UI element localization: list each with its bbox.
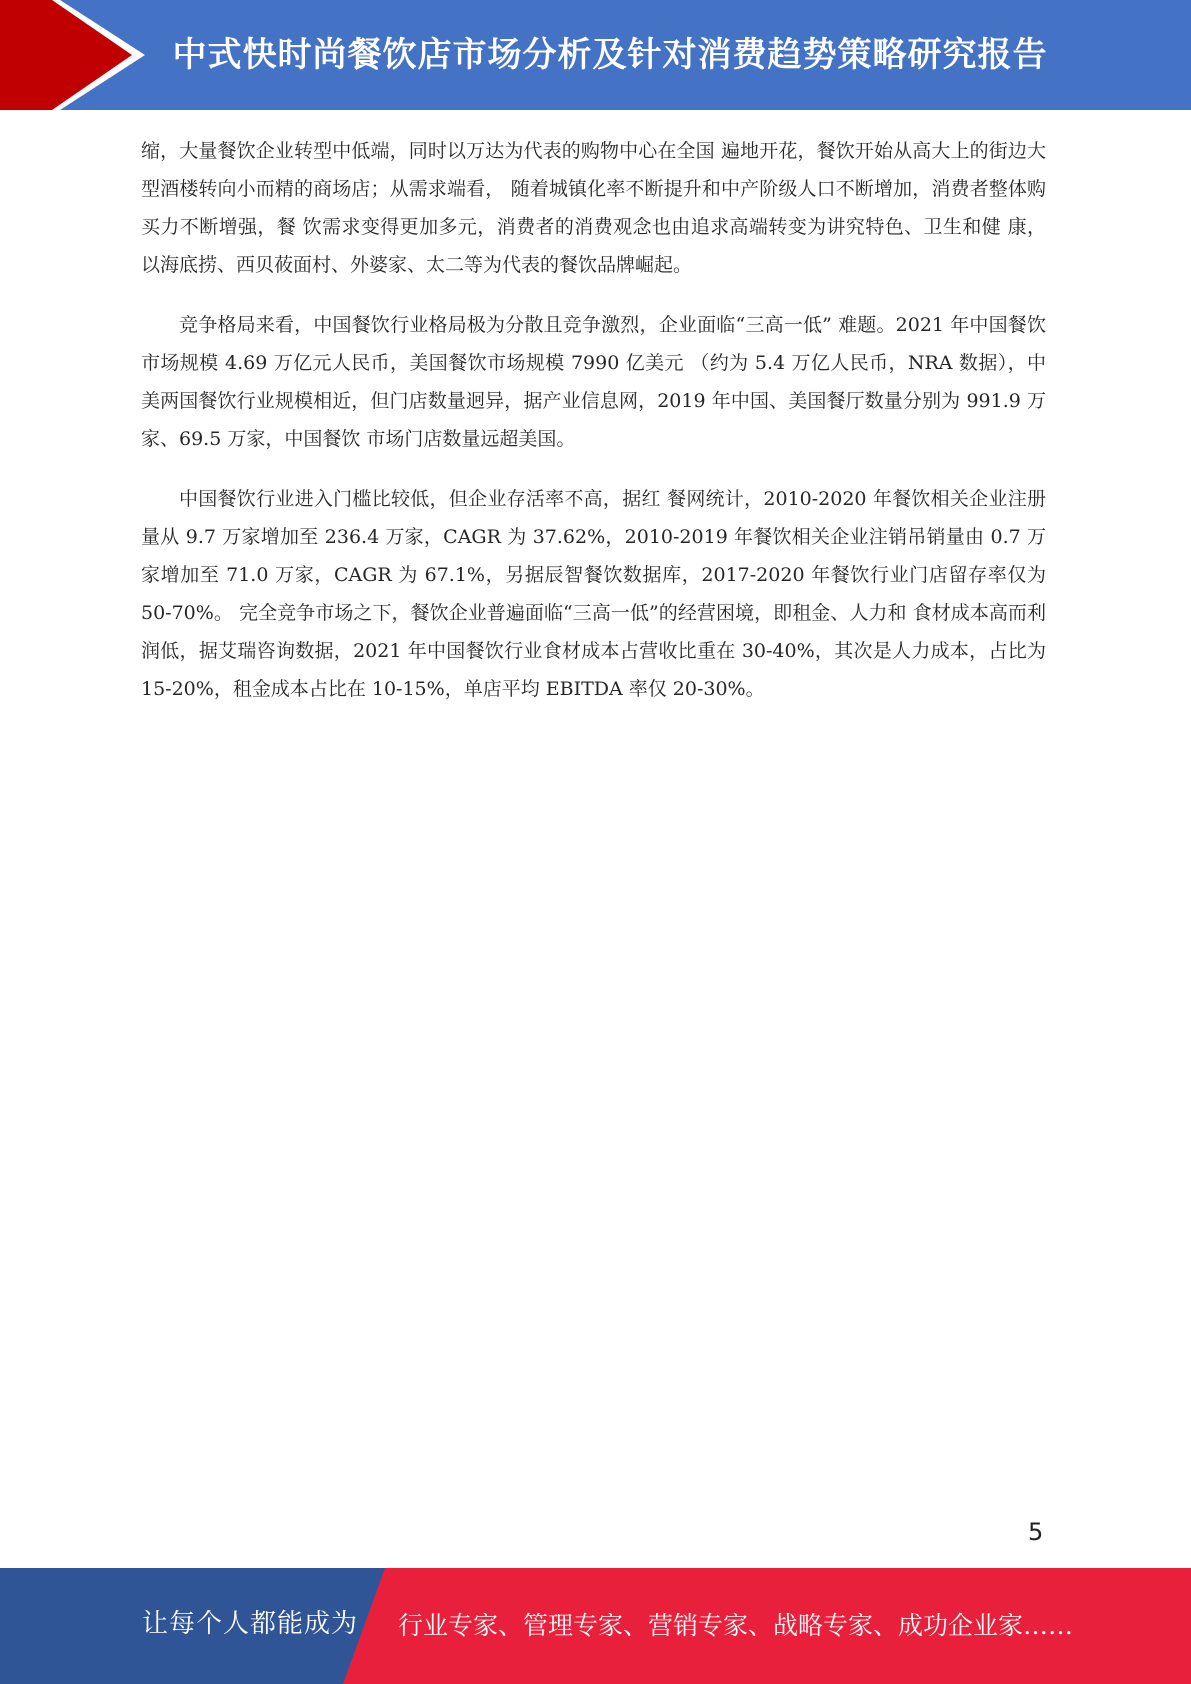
report-title: 中式快时尚餐饮店市场分析及针对消费趋势策略研究报告 bbox=[172, 35, 1048, 75]
footer-banner bbox=[0, 1568, 1191, 1684]
paragraph-2: 竞争格局来看，中国餐饮行业格局极为分散且竞争激烈，企业面临“三高一低” 难题。2021 年中国餐饮市场规模 4.69 万亿元人民币，美国餐饮市场规模 7990 亿美元 （约为 5.4 万亿人民币，NRA 数据），中美两国餐饮行业规模相近，但门店数量迥异，据产业信息网，2019 年中国、美国餐厅数量分别为 991.9 万家、69.5 万家，中国餐饮 市场门店数量远超美国。 bbox=[141, 314, 1046, 450]
body-content bbox=[141, 132, 1046, 730]
footer-slogan-right: 行业专家、管理专家、营销专家、战略专家、成功企业家…… bbox=[398, 1611, 1074, 1640]
header-red-chevron bbox=[0, 0, 132, 110]
page-number: 5 bbox=[1028, 1518, 1044, 1546]
paragraph-3: 中国餐饮行业进入门槛比较低，但企业存活率不高，据红 餐网统计，2010-2020 年餐饮相关企业注册量从 9.7 万家增加至 236.4 万家，CAGR 为 37.62%，2010-2019 年餐饮相关企业注销吊销量由 0.7 万家增加至 71.0 万家，CAGR 为 67.1%，另据辰智餐饮数据库，2017-2020 年餐饮行业门店留存率仅为 50-70%。 完全竞争市场之下，餐饮企业普遍面临“三高一低”的经营困境，即租金、人力和 食材成本高而利润低，据艾瑞咨询数据，2021 年中国餐饮行业食材成本占营收比重在 30-40%，其次是人力成本，占比为 15-20%，租金成本占比在 10-15%，单店平均 EBITDA 率仅 20-30%。 bbox=[141, 488, 1046, 700]
header-banner bbox=[0, 0, 1191, 110]
footer-slogan-left: 让每个人都能成为 bbox=[142, 1609, 359, 1639]
paragraph-1: 缩，大量餐饮企业转型中低端，同时以万达为代表的购物中心在全国 遍地开花，餐饮开始从高大上的街边大型酒楼转向小而精的商场店；从需求端看， 随着城镇化率不断提升和中产阶级人口不断增加，消费者整体购买力不断增强，餐 饮需求变得更加多元，消费者的消费观念也由追求高端转变为讲究特色、卫生和健 康，以海底捞、西贝莜面村、外婆家、太二等为代表的餐饮品牌崛起。 bbox=[141, 140, 1046, 276]
